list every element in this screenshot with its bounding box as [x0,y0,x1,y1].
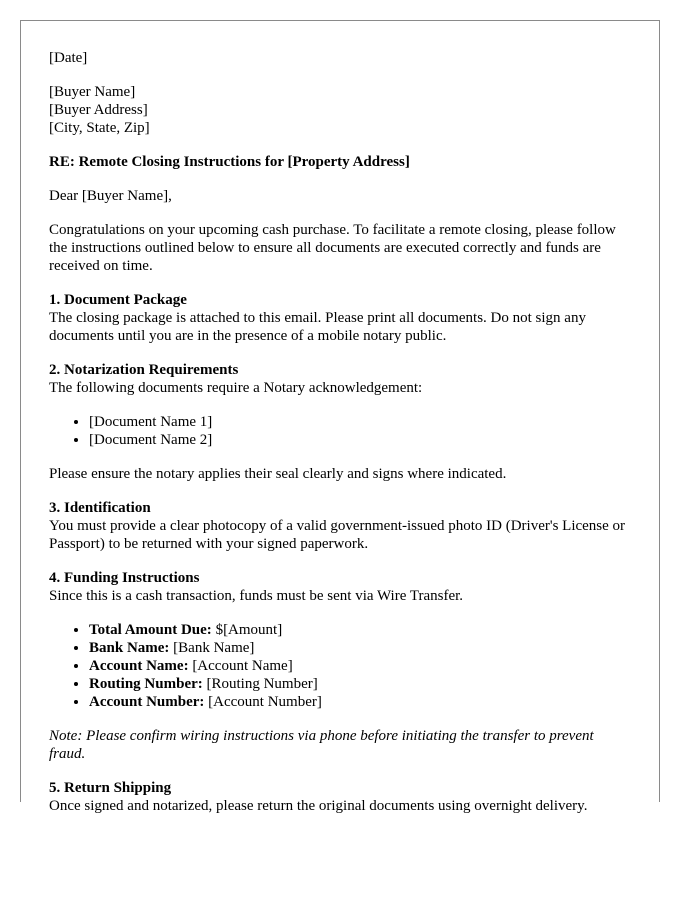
wire-field-value: [Account Name] [188,658,293,674]
list-item: • [Document Name 1] [89,413,633,431]
wire-field-value: $[Amount] [211,622,283,638]
letter-content [49,49,633,831]
section-body: The following documents require a Notary acknowledgement: [49,380,423,396]
wire-details-list [49,621,633,711]
section-notarization [49,361,633,397]
list-item [89,675,633,693]
letter-subject: RE: Remote Closing Instructions for [Property Address] [49,154,410,170]
wire-field-label: Account Name: [89,658,189,674]
section-title: 3. Identification [49,500,151,516]
section-title: 2. Notarization Requirements [49,362,239,378]
buyer-address-line: [Buyer Address] [49,102,148,118]
letter-page [20,20,660,814]
section-return-shipping [49,779,633,815]
letter-intro: Congratulations on your upcoming cash purchase. To facilitate a remote closing, please follow the instructions outlined below to ensure all documents are executed correctly and funds are received on time. [49,222,616,274]
section-body: The closing package is attached to this email. Please print all documents. Do not sign any documents until you are in the presence of a mobile notary public. [49,310,586,344]
notarized-documents-list [49,413,633,449]
section-body: Since this is a cash transaction, funds must be sent via Wire Transfer. [49,588,464,604]
letter-date: [Date] [49,50,88,66]
section-title: 5. Return Shipping [49,780,172,796]
section-body: Once signed and notarized, please return the original documents using overnight delivery. [49,798,588,814]
section-body: You must provide a clear photocopy of a valid government-issued photo ID (Driver's License or Passport) to be returned with your signed paperwork. [49,518,626,552]
wire-field-value: [Account Number] [204,694,322,710]
section-funding [49,569,633,605]
letter-salutation: Dear [Buyer Name], [49,188,172,204]
wire-field-label: Bank Name: [89,640,170,656]
city-state-zip-line: [City, State, Zip] [49,120,150,136]
list-item: • [Document Name 2] [89,431,633,449]
list-item [89,639,633,657]
wire-field-label: Account Number: [89,694,205,710]
list-item [89,693,633,711]
section-identification [49,499,633,553]
buyer-address-block [49,83,633,137]
wire-field-label: Routing Number: [89,676,203,692]
list-item [89,657,633,675]
notarization-footer: Please ensure the notary applies their seal clearly and signs where indicated. [49,466,507,482]
buyer-name-line: [Buyer Name] [49,84,136,100]
section-title: 4. Funding Instructions [49,570,200,586]
wire-field-value: [Bank Name] [169,640,255,656]
wire-field-value: [Routing Number] [202,676,318,692]
fraud-warning-note: Note: Please confirm wiring instructions via phone before initiating the transfer to prevent fraud. [49,728,594,762]
section-title: 1. Document Package [49,292,187,308]
list-item [89,621,633,639]
wire-field-label: Total Amount Due: [89,622,212,638]
section-document-package [49,291,633,345]
